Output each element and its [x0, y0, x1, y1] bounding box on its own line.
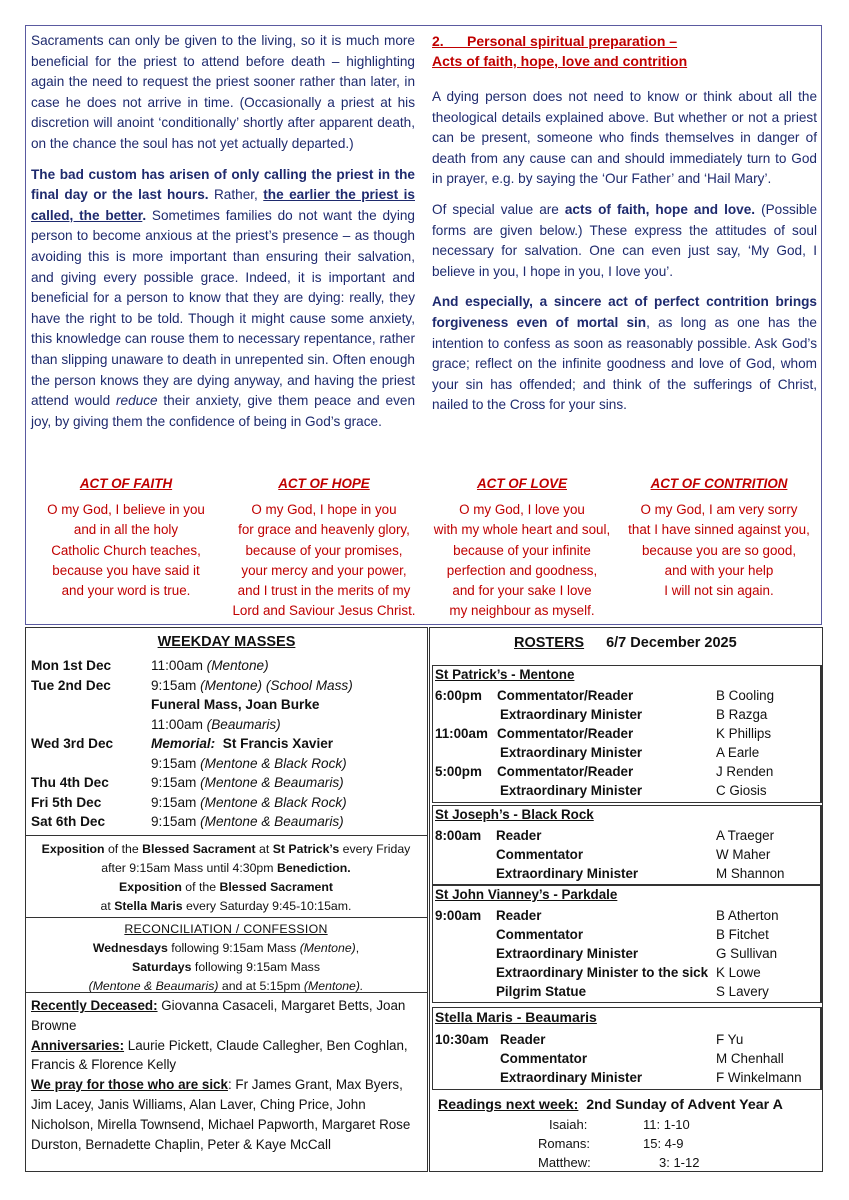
emphasis-underlined-text: the earlier the priest is called, the better: [31, 187, 415, 223]
exposition-line: [31, 840, 421, 859]
roster-role: Commentator: [500, 1051, 588, 1066]
exposition-text: of the: [181, 880, 220, 894]
article-paragraph: Sacraments can only be given to the living, so it is much more beneficial for the priest to attend before death – highlighting again the need to request the priest sooner rather than later, in case he does not arrive in time. (Occasionally a priest at his discretion will anoint ‘conditionally’ shortly after apparent death, on the chance the soul has not yet actually departed.): [31, 33, 415, 151]
prayer-line: Lord and Saviour Jesus Christ.: [232, 603, 416, 619]
reconciliation-italic: (Mentone): [299, 941, 356, 955]
prayer-title: ACT OF HOPE: [278, 476, 370, 491]
mass-time: [151, 676, 353, 696]
divider: [26, 835, 427, 836]
exposition-text: every Saturday 9:45-10:15am.: [182, 899, 352, 913]
prayer-line: and your word is true.: [61, 583, 191, 599]
prayer-line: for grace and heavenly glory,: [238, 522, 410, 538]
readings-title: 2nd Sunday of Advent Year A: [578, 1097, 783, 1113]
roster-time: 11:00am: [435, 726, 488, 741]
prayer-act-of-hope: [226, 474, 422, 621]
prayer-line: because you have said it: [52, 562, 200, 578]
readings-heading: [438, 1097, 783, 1113]
reconciliation-bold: Wednesdays: [92, 941, 168, 955]
anniversaries: [31, 1036, 423, 1076]
readings-label: Readings next week:: [438, 1097, 579, 1113]
prayer-line: your mercy and your power,: [241, 562, 407, 578]
exposition-text: at: [255, 842, 273, 856]
prayer-line: O my God, I love you: [459, 502, 585, 518]
mass-time-text: 9:15am: [151, 794, 201, 810]
roster-time: 10:30am: [435, 1032, 489, 1047]
exposition-bold: Stella Maris: [114, 899, 183, 913]
weekday-masses-panel: [25, 627, 428, 1172]
roster-role: Extraordinary Minister to the sick: [496, 965, 709, 980]
mass-time: [151, 715, 281, 735]
reconciliation-text: and at 5:15pm: [218, 979, 304, 993]
prayer-line: with my whole heart and soul,: [433, 522, 611, 538]
exposition-bold: Blessed Sacrament: [219, 880, 333, 894]
mass-time: [151, 656, 269, 676]
roster-time: 6:00pm: [435, 688, 482, 703]
roster-name: A Traeger: [716, 828, 775, 843]
prayer-line: because of your infinite: [453, 542, 591, 558]
roster-role: Extraordinary Minister: [500, 707, 643, 722]
roster-role: Extraordinary Minister: [500, 745, 643, 760]
roster-st-josephs: [432, 805, 822, 885]
exposition-text: [31, 840, 421, 916]
notes-text: Laurie Pickett, Claude Callegher, Ben Coghlan, Francis & Florence Kelly: [31, 1037, 408, 1073]
roster-role: Pilgrim Statue: [496, 984, 587, 999]
body-text: their anxiety, give them peace and even joy, by giving them the confidence of being in God’s grace.: [31, 393, 416, 429]
reading-book: Romans:: [538, 1136, 591, 1151]
exposition-text: of the: [104, 842, 143, 856]
reconciliation-line: [31, 958, 421, 977]
roster-name: A Earle: [716, 745, 760, 760]
parish-name: St Patrick’s - Mentone: [435, 667, 575, 682]
recently-deceased: [31, 996, 423, 1036]
notes-label: Anniversaries:: [31, 1037, 125, 1053]
prayer-act-of-faith: [28, 474, 224, 601]
roster-name: S Lavery: [716, 984, 769, 999]
mass-day: Thu 4th Dec: [31, 775, 109, 790]
body-text: .: [142, 207, 147, 223]
reconciliation-title: RECONCILIATION / CONFESSION: [124, 922, 328, 936]
roster-st-john-vianneys: [432, 885, 822, 1003]
section-title: Acts of faith, hope, love and contrition: [432, 53, 688, 69]
roster-name: B Cooling: [716, 688, 775, 703]
prayer-line: I will not sin again.: [664, 583, 774, 599]
roster-name: M Chenhall: [716, 1051, 784, 1066]
roster-role: Extraordinary Minister: [496, 866, 639, 881]
body-text: Sometimes families do not want the dying person to become anxious at the priest’s presence – as though avoiding this is more important than ensuring their salvation, and giving every possible grace. Indeed, it is important and beneficial for a person to know that they are dying: really, they have the right to be told. Though it might cause some anxiety, this knowledge can rouse them to necessary repentance, rather than slipping unaware to death in unrepented sin. Often enough the person knows they are dying anyway, and having the priest attend would: [31, 207, 415, 409]
reading-ref: 3: 1-12: [659, 1155, 700, 1170]
mass-day: Mon 1st Dec: [31, 658, 112, 673]
reconciliation-line: [31, 977, 421, 996]
roster-role: Extraordinary Minister: [500, 1070, 643, 1085]
roster-role: Reader: [496, 828, 542, 843]
rosters-heading: [514, 635, 737, 651]
exposition-text: after 9:15am Mass until 4:30pm: [101, 861, 277, 875]
roster-role: Reader: [500, 1032, 546, 1047]
roster-role: Extraordinary Minister: [496, 946, 639, 961]
exposition-bold: Blessed Sacrament: [142, 842, 256, 856]
prayer-line: O my God, I believe in you: [47, 502, 205, 518]
roster-name: W Maher: [716, 847, 771, 862]
roster-name: B Fitchet: [716, 927, 769, 942]
reconciliation-text: [31, 920, 421, 996]
memorial-label: Memorial:: [151, 736, 216, 751]
exposition-bold: Exposition: [119, 880, 182, 894]
mass-location: (Mentone): [206, 658, 269, 673]
reconciliation-text: following 9:15am Mass: [167, 941, 300, 955]
prayer-title: ACT OF FAITH: [79, 476, 173, 491]
roster-role: Commentator/Reader: [497, 726, 634, 741]
prayer-line: because you are so good,: [641, 542, 797, 558]
notes-label: Recently Deceased:: [31, 998, 158, 1013]
article-left-column: [31, 31, 415, 432]
reading-book: Matthew:: [538, 1155, 591, 1170]
divider: [26, 992, 427, 993]
reconciliation-line: [31, 939, 421, 958]
mass-time-text: 9:15am: [151, 677, 201, 693]
exposition-line: [31, 859, 421, 878]
roster-name: K Lowe: [716, 965, 761, 980]
prayer-title: ACT OF LOVE: [476, 476, 567, 491]
prayer-line: because of your promises,: [245, 542, 403, 558]
article-paragraph: [432, 292, 817, 416]
roster-role: Commentator/Reader: [497, 764, 634, 779]
prayer-line: Catholic Church teaches,: [51, 542, 201, 558]
exposition-bold: Benediction.: [276, 861, 351, 875]
mass-day: Sat 6th Dec: [31, 814, 106, 829]
roster-role: Commentator/Reader: [497, 688, 634, 703]
roster-name: C Giosis: [716, 783, 767, 798]
roster-time: 8:00am: [435, 828, 482, 843]
roster-name: B Razga: [716, 707, 768, 722]
exposition-text: at: [100, 899, 115, 913]
mass-time: [151, 773, 344, 793]
prayer-line: and for your sake I love: [452, 583, 592, 599]
roster-time: 5:00pm: [435, 764, 482, 779]
prayer-line: and I trust in the merits of my: [237, 583, 411, 599]
memorial-saint: St Francis Xavier: [215, 736, 334, 751]
prayer-line: that I have sinned against you,: [628, 522, 810, 538]
body-text: , as long as one has the intention to confess as soon as reasonably possible. Ask God’s grace; reflect on the infinite goodness and love of God, whom your sin has offended; and think of the sufferings of Christ, nailed to the Cross for your sins.: [432, 314, 817, 413]
roster-name: F Yu: [716, 1032, 744, 1047]
mass-location: (Mentone & Beaumaris): [200, 775, 344, 790]
reconciliation-text: following 9:15am Mass: [191, 960, 320, 974]
mass-day: Tue 2nd Dec: [31, 677, 111, 693]
prayers-for-sick: [31, 1075, 423, 1154]
mass-location: (Mentone & Black Rock): [200, 794, 347, 810]
exposition-line: [31, 878, 421, 897]
mass-event: [151, 734, 333, 754]
mass-location: (Mentone & Beaumaris): [200, 814, 344, 829]
article-paragraph: [31, 165, 415, 433]
roster-time: 9:00am: [435, 908, 482, 923]
rosters-title: ROSTERS: [514, 635, 585, 651]
notes-text: : Fr James Grant, Max Byers, Jim Lacey, Janis Williams, Alan Laver, Ching Price, John Nicholson, Mirella Townsend, Michael Papworth, Margaret Rose Durston, Bernadette Chaplin, Peter & Kaye McCall: [31, 1077, 411, 1152]
prayer-act-of-contrition: [621, 474, 817, 601]
emphasis-text: The bad custom has arisen of only calling the priest in the final day or the last hours.: [31, 166, 415, 203]
roster-stella-maris: [432, 1007, 822, 1090]
prayer-title: ACT OF CONTRITION: [650, 476, 788, 491]
article-right-column: [432, 31, 817, 416]
weekday-masses-title: WEEKDAY MASSES: [157, 634, 296, 650]
emphasis-text: acts of faith, hope and love.: [564, 201, 756, 217]
article-paragraph: [432, 200, 817, 282]
reconciliation-text: ,: [355, 941, 360, 955]
mass-time-text: 9:15am: [151, 814, 201, 829]
prayer-line: O my God, I am very sorry: [640, 502, 798, 518]
mass-day: Fri 5th Dec: [31, 794, 102, 810]
exposition-line: [31, 897, 421, 916]
reconciliation-bold: Saturdays: [132, 960, 192, 974]
roster-role: Extraordinary Minister: [500, 783, 643, 798]
roster-name: G Sullivan: [716, 946, 778, 961]
parish-name: St Joseph’s - Black Rock: [435, 807, 594, 822]
body-text: Rather,: [208, 187, 264, 203]
mass-day: Wed 3rd Dec: [31, 736, 114, 751]
notes-text: Giovanna Casaceli, Margaret Betts, Joan Browne: [31, 998, 406, 1033]
mass-location: (Mentone & Black Rock): [200, 755, 347, 771]
mass-time-text: 11:00am: [151, 658, 207, 673]
parish-name: Stella Maris - Beaumaris: [435, 1009, 597, 1025]
roster-role: Commentator: [496, 927, 584, 942]
roster-role: Commentator: [496, 847, 584, 862]
mass-location: (Mentone) (School Mass): [200, 677, 353, 693]
mass-time: [151, 754, 347, 774]
section-title-line: 2. Personal spiritual preparation –: [432, 33, 678, 49]
mass-time-text: 11:00am: [151, 716, 207, 732]
rosters-date: 6/7 December 2025: [606, 635, 737, 651]
prayer-act-of-love: [424, 474, 620, 621]
mass-location: (Beaumaris): [206, 716, 281, 732]
parish-name: St John Vianney’s - Parkdale: [435, 887, 618, 902]
notes-label: We pray for those who are sick: [31, 1077, 228, 1093]
roster-name: B Atherton: [716, 908, 779, 923]
exposition-bold: St Patrick’s: [272, 842, 340, 856]
exposition-text: every Friday: [339, 842, 411, 856]
emphasis-text: And especially, a sincere act of perfect contrition brings forgiveness even of mortal sin: [432, 294, 817, 330]
article-paragraph: A dying person does not need to know or think about all the theological details explained above. But whether or not a priest can be present, someone who finds themselves in danger of death from any cause can and should immediately turn to God in prayer, e.g. by saying the ‘Our Father’ and ‘Hail Mary’.: [432, 89, 817, 187]
roster-name: F Winkelmann: [716, 1070, 802, 1085]
divider: [26, 917, 427, 918]
exposition-bold: Exposition: [41, 842, 105, 856]
roster-st-patricks: [432, 665, 822, 803]
mass-time-text: 9:15am: [151, 775, 201, 790]
prayer-line: and in all the holy: [73, 522, 179, 538]
section-title: [432, 31, 817, 51]
mass-time-text: 9:15am: [151, 755, 201, 771]
reading-ref: 15: 4-9: [643, 1136, 684, 1151]
prayer-line: perfection and goodness,: [446, 562, 598, 578]
prayer-line: O my God, I hope in you: [251, 502, 397, 518]
mass-time: [151, 793, 347, 813]
roster-name: M Shannon: [716, 866, 785, 881]
italic-text: reduce: [115, 393, 158, 409]
body-text: (Possible forms are given below.) These express the attitudes of soul necessary for salvation. One can even just say, ‘My God, I believe in you, I hope in you, I love you’.: [432, 201, 818, 279]
reading-book: Isaiah:: [549, 1117, 588, 1132]
prayer-line: my neighbour as myself.: [449, 603, 595, 619]
reconciliation-italic: (Mentone & Beaumaris): [88, 979, 219, 993]
reading-ref: 11: 1-10: [643, 1117, 690, 1132]
prayer-line: and with your help: [664, 562, 774, 578]
mass-event: Funeral Mass, Joan Burke: [151, 697, 320, 712]
body-text: Of special value are: [432, 201, 565, 217]
roster-name: J Renden: [716, 764, 774, 779]
roster-name: K Phillips: [716, 726, 772, 741]
roster-role: Reader: [496, 908, 542, 923]
rosters-panel: [429, 627, 823, 1172]
reconciliation-italic: (Mentone).: [303, 979, 364, 993]
mass-time: [151, 812, 344, 832]
parish-notes: [31, 996, 423, 1154]
